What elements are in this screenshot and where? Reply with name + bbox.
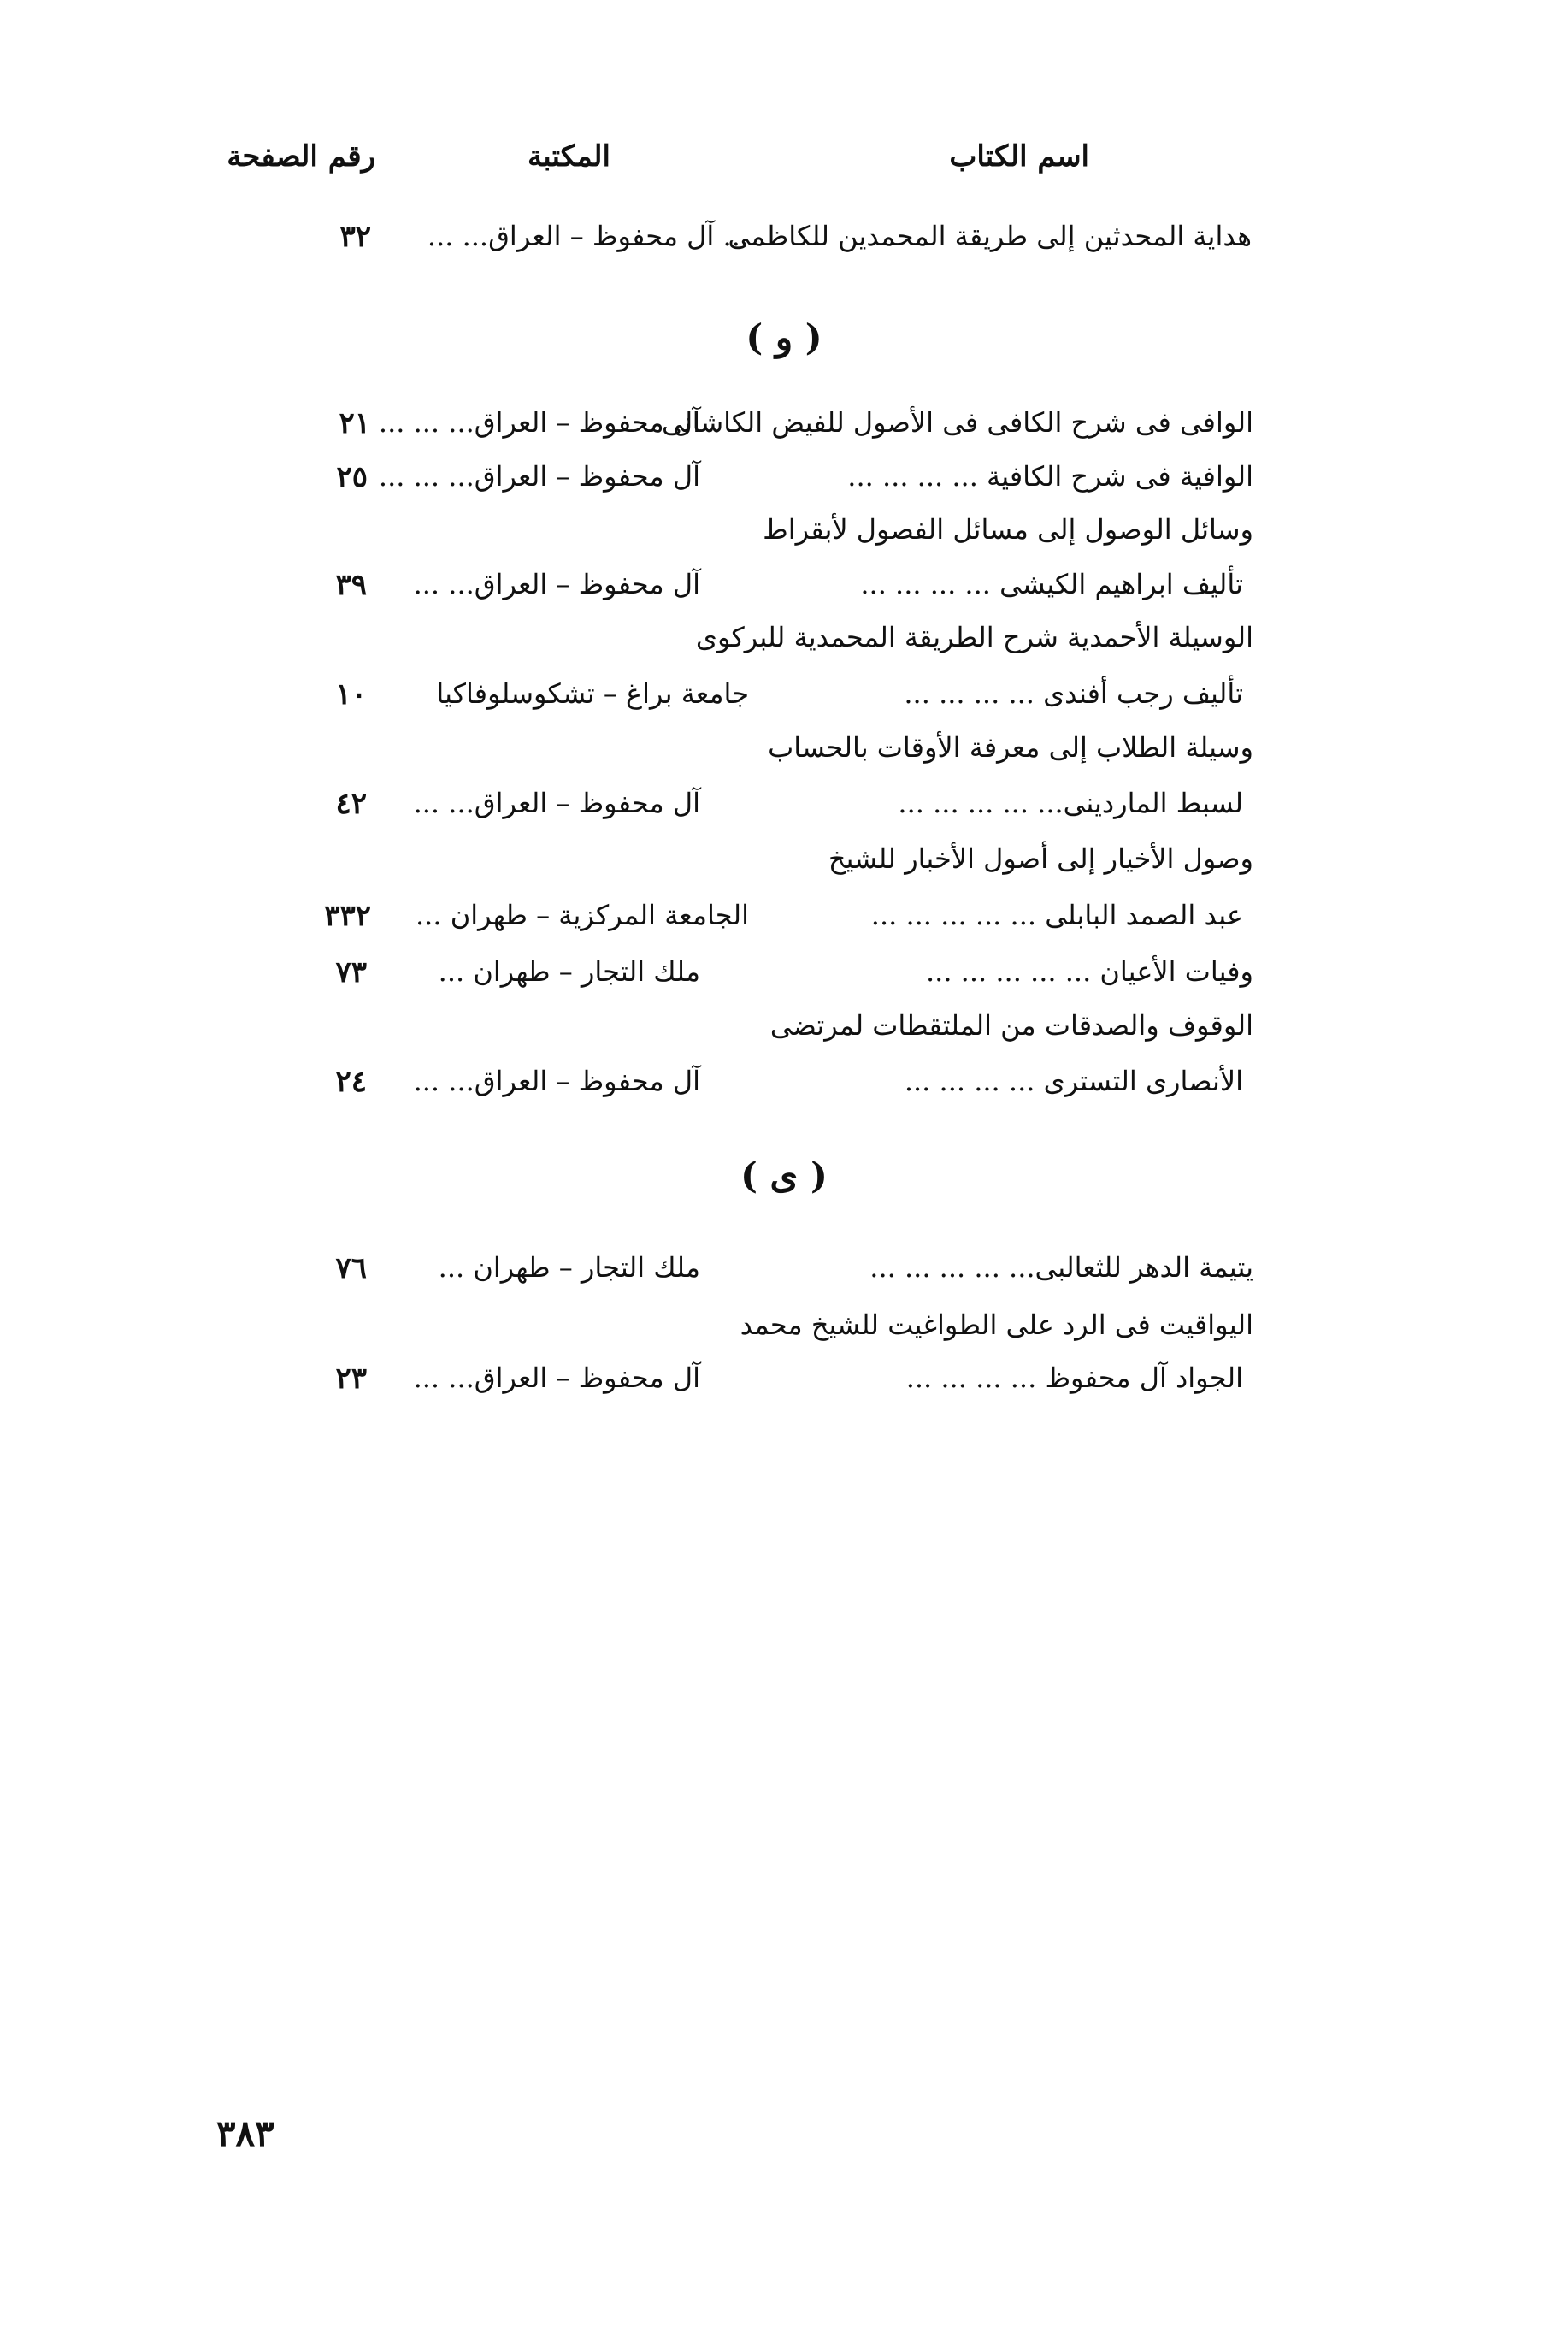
entry-2-library [379,406,700,439]
entry-6-line-1 [768,731,1253,764]
entry-title: الوقوف والصدقات من الملتقطات لمرتضى [769,1009,1253,1042]
entry-library: ملك التجار – طهران ... [438,955,700,988]
section-heading-yaa: ( ى ) [740,1155,828,1196]
entry-5-page: ١٠ [335,677,367,712]
entry-7-line-1 [828,842,1253,875]
entry-1 [728,220,1252,252]
entry-7-line-2 [871,899,1243,931]
entry-library: آل محفوظ – العراق... ... [413,787,700,819]
entry-11-page: ٢٣ [335,1361,367,1396]
entry-9-library [414,1065,700,1097]
entry-6-library [414,787,700,819]
section-heading-waw: ( و ) [746,316,822,358]
column-header-page-number: رقم الصفحة [227,139,375,174]
entry-title-continuation: الجواد آل محفوظ ... ... ... ... [905,1361,1243,1394]
entry-title-continuation: تأليف ابراهيم الكيشى ... ... ... ... [860,568,1243,600]
entry-library: آل محفوظ – العراق... ... ... [378,460,700,493]
entry-10-page: ٧٦ [335,1251,367,1285]
entry-library: آل محفوظ – العراق... ... [413,568,700,600]
entry-library: آل محفوظ – العراق... ... [413,1361,700,1394]
entry-title-continuation: الأنصارى التسترى ... ... ... ... [904,1065,1243,1097]
entry-2-page: ٢١ [339,406,370,440]
entry-title: الوافى فى شرح الكافى فى الأصول للفيض الكاشانى [661,406,1253,439]
entry-7-library [416,899,749,931]
entry-10-library [439,1251,700,1284]
entry-title-continuation: تأليف رجب أفندى ... ... ... ... [904,677,1243,710]
entry-title: وسائل الوصول إلى مسائل الفصول لأبقراط [763,513,1253,546]
entry-3 [847,460,1253,493]
entry-title: وفيات الأعيان ... ... ... ... ... [925,955,1253,988]
entry-title-continuation: عبد الصمد البابلى ... ... ... ... ... [870,899,1243,931]
entry-11-line-2 [906,1361,1243,1394]
entry-library: آل محفوظ – العراق... ... ... [378,406,700,439]
entry-3-library [379,460,700,493]
entry-library: جامعة براغ – تشكوسلوفاكيا [436,677,749,710]
entry-1-library [427,220,749,252]
entry-title: هداية المحدثين إلى طريقة المحمدين للكاظمى [728,220,1252,252]
entry-6-page: ٤٢ [335,787,367,821]
entry-7-page: ٣٣٢ [324,899,371,933]
entry-8-library [439,955,700,988]
entry-library: ... آل محفوظ – العراق... ... [427,220,749,252]
entry-4-library [414,568,700,600]
entry-5-line-1 [696,621,1253,653]
entry-1-page: ٣٢ [339,220,371,254]
entry-9-line-2 [905,1065,1243,1097]
entry-4-line-2 [860,568,1243,600]
entry-3-page: ٢٥ [336,460,368,494]
entry-library: آل محفوظ – العراق... ... [413,1065,700,1097]
entry-8 [926,955,1253,988]
footer-page-number: ٣٨٣ [216,2112,274,2154]
entry-11-line-1 [740,1308,1253,1341]
entry-11-library [414,1361,700,1394]
entry-5-library [436,677,749,710]
entry-library: الجامعة المركزية – طهران ... [416,899,749,931]
entry-title: الوافية فى شرح الكافية ... ... ... ... [847,460,1253,493]
entry-9-page: ٢٤ [335,1065,367,1099]
entry-8-page: ٧٣ [335,955,367,989]
entry-4-line-1 [763,513,1253,546]
column-header-book-name: اسم الكتاب [949,139,1089,174]
entry-10 [869,1251,1253,1284]
entry-library: ملك التجار – طهران ... [438,1251,700,1284]
entry-9-line-1 [770,1009,1253,1042]
entry-title: وسيلة الطلاب إلى معرفة الأوقات بالحساب [768,731,1253,764]
entry-title: وصول الأخيار إلى أصول الأخبار للشيخ [828,842,1253,875]
entry-6-line-2 [898,787,1243,819]
entry-title: اليواقيت فى الرد على الطواغيت للشيخ محمد [740,1308,1253,1341]
entry-2 [662,406,1253,439]
entry-title-continuation: لسبط الماردينى... ... ... ... ... [898,787,1243,819]
entry-title: يتيمة الدهر للثعالبى... ... ... ... ... [869,1251,1253,1284]
entry-5-line-2 [904,677,1243,710]
entry-title: الوسيلة الأحمدية شرح الطريقة المحمدية للبركوى [695,621,1253,653]
entry-4-page: ٣٩ [335,568,367,602]
column-header-library: المكتبة [528,139,610,174]
